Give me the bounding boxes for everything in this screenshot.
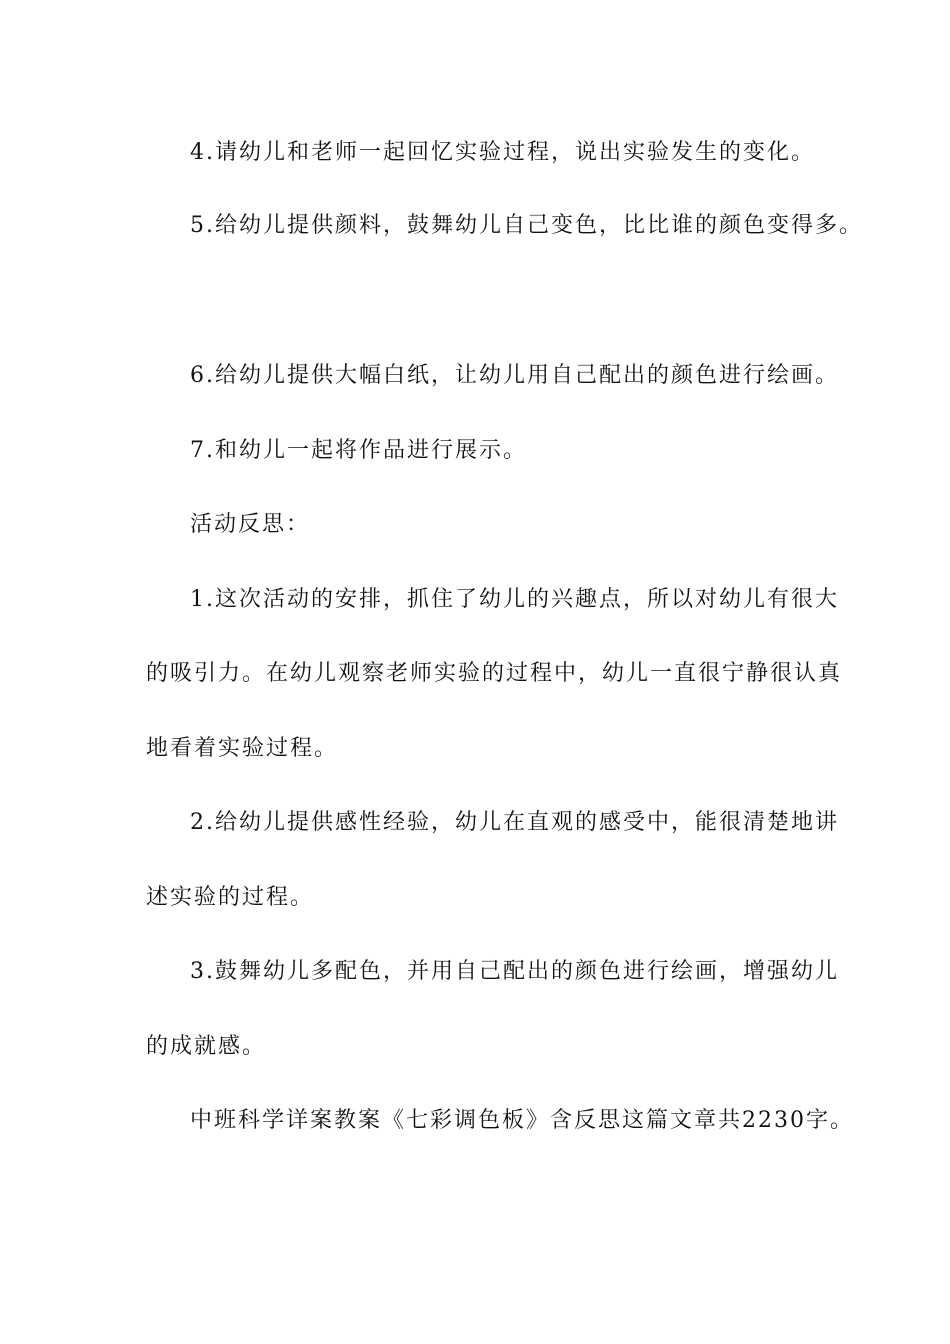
- reflection-2-line-1: 2.给幼儿提供感性经验，幼儿在直观的感受中，能很清楚地讲: [190, 810, 839, 835]
- paragraph-step-5: 5.给幼儿提供颜料，鼓舞幼儿自己变色，比比谁的颜色变得多。: [190, 213, 863, 238]
- paragraph-step-7: 7.和幼儿一起将作品进行展示。: [190, 438, 527, 463]
- paragraph-step-4: 4.请幼儿和老师一起回忆实验过程，说出实验发生的变化。: [190, 140, 815, 165]
- paragraph-step-6: 6.给幼儿提供大幅白纸，让幼儿用自己配出的颜色进行绘画。: [190, 363, 839, 388]
- section-heading-reflection: 活动反思：: [190, 512, 311, 537]
- reflection-1-line-1: 1.这次活动的安排，抓住了幼儿的兴趣点，所以对幼儿有很大: [190, 587, 839, 612]
- reflection-1-line-2: 的吸引力。在幼儿观察老师实验的过程中，幼儿一直很宁静很认真: [146, 661, 843, 686]
- reflection-1-line-3: 地看着实验过程。: [146, 736, 339, 761]
- reflection-2-line-2: 述实验的过程。: [146, 885, 315, 910]
- document-word-count-footer: 中班科学详案教案《七彩调色板》含反思这篇文章共2230字。: [190, 1108, 854, 1133]
- reflection-3-line-1: 3.鼓舞幼儿多配色，并用自己配出的颜色进行绘画，增强幼儿: [190, 959, 839, 984]
- reflection-3-line-2: 的成就感。: [146, 1034, 267, 1059]
